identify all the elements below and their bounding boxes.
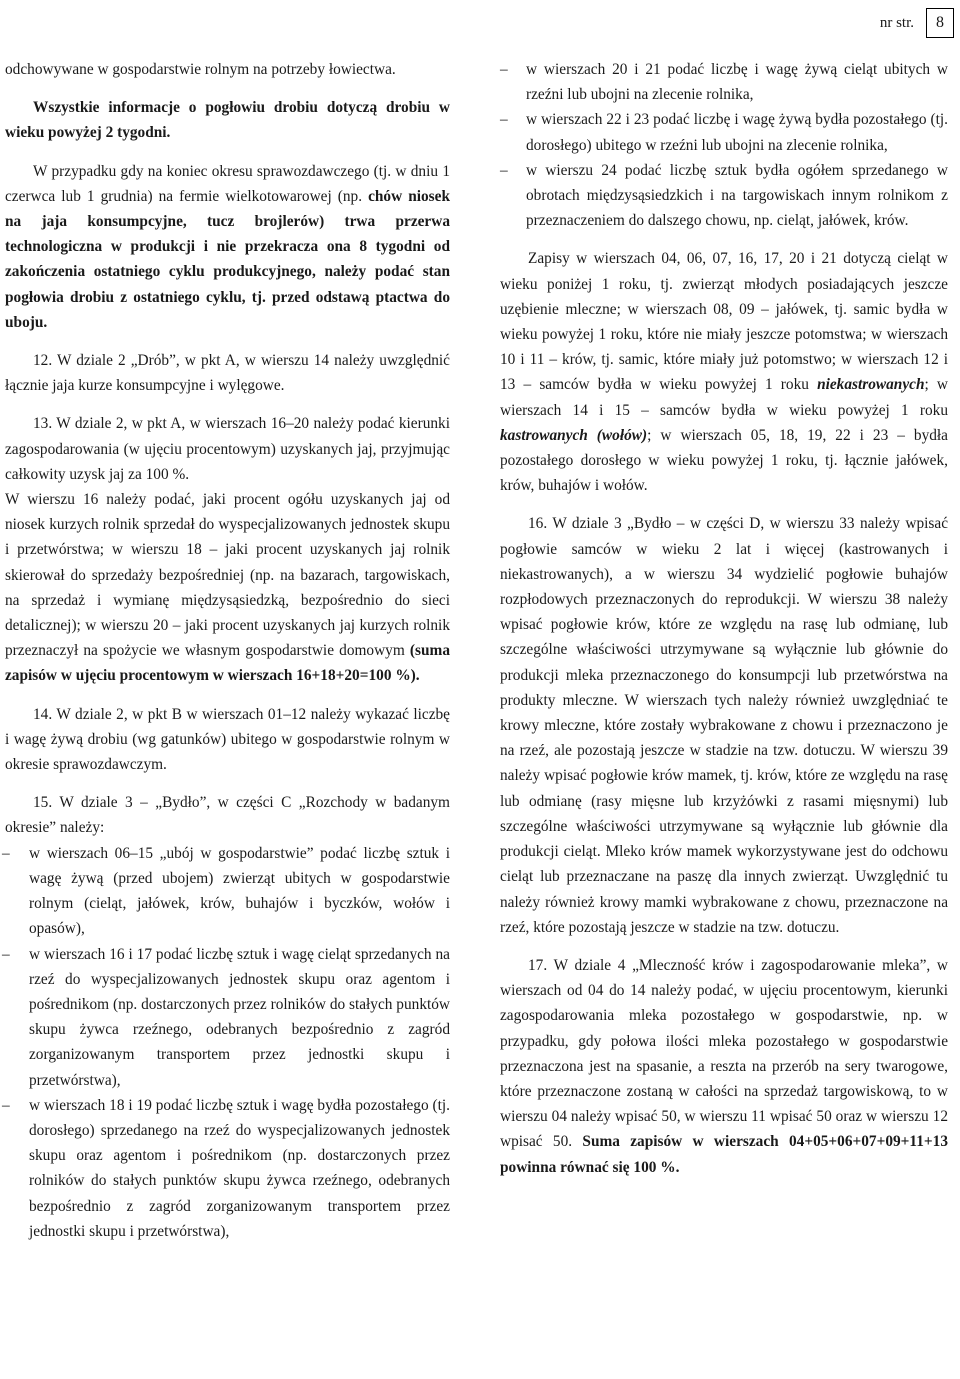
list-item: – w wierszach 20 i 21 podać liczbę i wagę żywą cieląt ubitych w rzeźni lub ubojni na zlecenie rolnika, xyxy=(500,57,948,107)
paragraph-13: 13. W dziale 2, w pkt A, w wierszach 16–20 należy podać kierunki zagospodarowania (w ujęciu procentowym) uzyskanych jaj, przyjmując całkowity uzysk jaj za 100 %. xyxy=(5,415,450,483)
right-column xyxy=(500,57,948,1180)
left-column xyxy=(5,57,450,1244)
paragraph-17 xyxy=(500,953,948,1180)
list-item: – w wierszach 22 i 23 podać liczbę i wagę żywą bydła pozostałego (tj. dorosłego) ubitego w rzeźni lub ubojni na zlecenie rolnika, xyxy=(500,107,948,157)
list-rozchody-bydlo xyxy=(5,841,450,1244)
paragraph-zapisy-emphasis-2: kastrowanych (wołów) xyxy=(500,426,648,444)
paragraph-drob-info xyxy=(5,95,450,145)
paragraph-zapisy-text-c: ; w wierszach 05, 18, 19, 22 i 23 – bydła pozostałego dorosłego w wieku powyżej 1 roku, tj. łącznie jałówek, krów, buhajów i wołów. xyxy=(500,426,948,495)
paragraph-13-continued xyxy=(5,487,450,689)
list-item: – w wierszach 18 i 19 podać liczbę sztuk i wagę bydła pozostałego (tj. dorosłego) sprzedanego na rzeź do wyspecjalizowanych jednostek skupu oraz agentom i pośrednikom (np. dostarczonych przez rolników do stałych punktów skupu żywca rzeźnego, odebranych bezpośrednio z zagród zorganizowanym transportem przez jednostki skupu i przetwórstwa), xyxy=(5,1093,450,1244)
paragraph-17-bold: Suma zapisów w wierszach 04+05+06+07+09+11+13 powinna równać się 100 %. xyxy=(500,1133,948,1176)
paragraph-lowiectwo: odchowywane w gospodarstwie rolnym na potrzeby łowiectwa. xyxy=(5,61,396,78)
paragraph-przerwa-technologiczna xyxy=(5,159,450,335)
list-rozchody-bydlo-continued xyxy=(500,57,948,233)
list-item: – w wierszach 06–15 „ubój w gospodarstwie” podać liczbę sztuk i wagę żywą (przed ubojem) zwierząt ubitych w gospodarstwie rolnym (cieląt, jałówek, krów, buhajów i byczków, wołów i opasów), xyxy=(5,841,450,942)
list-item: – w wierszu 24 podać liczbę sztuk bydła ogółem sprzedanego w obrotach międzysąsiedzkich i na targowiskach innym rolnikom z przeznaczeniem do dalszego chowu, np. cieląt, jałówek, krów. xyxy=(500,158,948,234)
list-item: – w wierszach 16 i 17 podać liczbę sztuk i wagę cieląt sprzedanych na rzeź do wyspecjalizowanych jednostek skupu oraz agentom i pośrednikom (np. dostarczonych przez rolników do stałych punktów skupu żywca rzeźnego, odebranych bezpośrednio z zagród zorganizowanym transportem przez jednostki skupu i przetwórstwa), xyxy=(5,942,450,1093)
paragraph-12: 12. W dziale 2 „Drób”, w pkt A, w wierszu 14 należy uwzględnić łącznie jaja kurze konsumpcyjne i wylęgowe. xyxy=(5,352,450,395)
paragraph-zapisy-wiersze xyxy=(500,246,948,498)
paragraph-15: 15. W dziale 3 – „Bydło”, w części C „Rozchody w badanym okresie” należy: xyxy=(5,794,450,837)
paragraph-przerwa-text: W przypadku gdy na koniec okresu sprawozdawczego (tj. w dniu 1 czerwca lub 1 grudnia) na fermie wielkotowarowej (np. xyxy=(5,162,450,205)
paragraph-13-continued-text: W wierszu 16 należy podać, jaki procent ogółu uzyskanych jaj od niosek kurzych rolnik sprzedał do wyspecjalizowanych jednostek skupu i przetwórstwa; w wierszu 18 – jaki procent uzyskanych jaj rolnik skierował do sprzedaży bezpośredniej (np. na bazarach, targowiskach, na sprzedaż i wymianę międzysąsiedzką, bezpośrednio do sieci detalicznej); w wierszu 20 – jaki procent uzyskanych jaj kurzych rolnik przeznaczył na spożycie we własnym gospodarstwie domowym xyxy=(5,491,450,660)
paragraph-drob-info-bold: Wszystkie informacje o pogłowiu drobiu dotyczą drobiu w wieku powyżej 2 tygodni. xyxy=(5,99,450,142)
paragraph-14: 14. W dziale 2, w pkt B w wierszach 01–12 należy wykazać liczbę i wagę żywą drobiu (wg gatunków) ubitego w gospodarstwie rolnym w okresie sprawozdawczym. xyxy=(5,705,450,774)
page-number-label: nr str. xyxy=(879,14,914,31)
paragraph-przerwa-bold: chów niosek na jaja konsumpcyjne, tucz brojlerów) trwa przerwa technologiczna w produkcji i nie przekracza ona 8 tygodni od zakończenia ostatniego cyklu produkcyjnego, należy podać stan pogłowia drobiu z ostatniego cyklu, tj. przed odstawą ptactwa do uboju. xyxy=(5,187,450,331)
paragraph-17-text: 17. W dziale 4 „Mleczność krów i zagospodarowanie mleka”, w wierszach od 04 do 14 należy podać, w ujęciu procentowym, kierunki zagospodarowania mleka pozostałego w gospodarstwie, np. w przypadku, gdy połowa ilości mleka pozostałego w gospodarstwie przeznaczona jest na spasanie, a reszta na przerób na sery twarogowe, które przeznaczone zostaną w całości na sprzedaż targowiskową, to w wierszu 04 należy wpisać 50, w wierszu 11 wpisać 50 oraz w wierszu 12 wpisać 50. xyxy=(500,956,948,1151)
paragraph-zapisy-text-b: ; w wierszach 14 i 15 – samców bydła w wieku powyżej 1 roku xyxy=(500,376,948,419)
page-number-box: 8 xyxy=(926,8,954,38)
paragraph-16: 16. W dziale 3 „Bydło – w części D, w wierszu 33 należy wpisać pogłowie samców w wieku 2 lat i więcej (kastrowanych i niekastrowanych), a w wierszu 34 wydzielić pogłowie buhajów rozpłodowych przeznaczonych do reprodukcji. W wierszu 38 należy wpisać pogłowie krów, które ze względu na rasę lub odmianę, lub szczególne właściwości utrzymywane są wyłącznie lub głównie do produkcji mleka przeznaczonego do konsumpcji lub przetwórstwa na produkty mleczne. W wierszach tych należy również uwzględniać te krowy mleczne, które zostały wybrakowane z chowu i przeznaczono je na rzeź, ale pozostają jeszcze w stadzie na tzw. dotuczu. W wierszu 39 należy wpisać pogłowie krów mamek, tj. krów, które ze względu na rasę lub odmianę (rasy mięsne lub krzyżówki z rasami mięsnymi) lub szczególne właściwości utrzymywane są wyłącznie lub głównie dla produkcji cieląt. Mleko krów mamek wykorzystywane jest do odchowu cieląt lub przeznaczane na paszę dla innych zwierząt. Uwzględnić tu należy również krowy mamki wybrakowane z chowu, przeznaczone na rzeź, które pozostają jeszcze w stadzie na tzw. dotuczu. xyxy=(500,515,948,936)
page-header xyxy=(880,8,954,38)
paragraph-zapisy-emphasis-1: niekastrowanych xyxy=(817,376,925,394)
paragraph-13-continued-bold: (suma zapisów w ujęciu procentowym w wierszach 16+18+20=100 %). xyxy=(5,642,450,685)
paragraph-zapisy-text-a: Zapisy w wierszach 04, 06, 07, 16, 17, 20 i 21 dotyczą cieląt w wieku poniżej 1 roku, tj. zwierząt młodych posiadających jeszcze uzębienie mleczne; w wierszach 08, 09 – jałówek, tj. samic bydła w wieku powyżej 1 roku, które nie miały jeszcze potomstwa; w wierszach 10 i 11 – krów, tj. samic, które miały już potomstwo; w wierszach 12 i 13 – samców bydła w wieku powyżej 1 roku xyxy=(500,250,948,394)
